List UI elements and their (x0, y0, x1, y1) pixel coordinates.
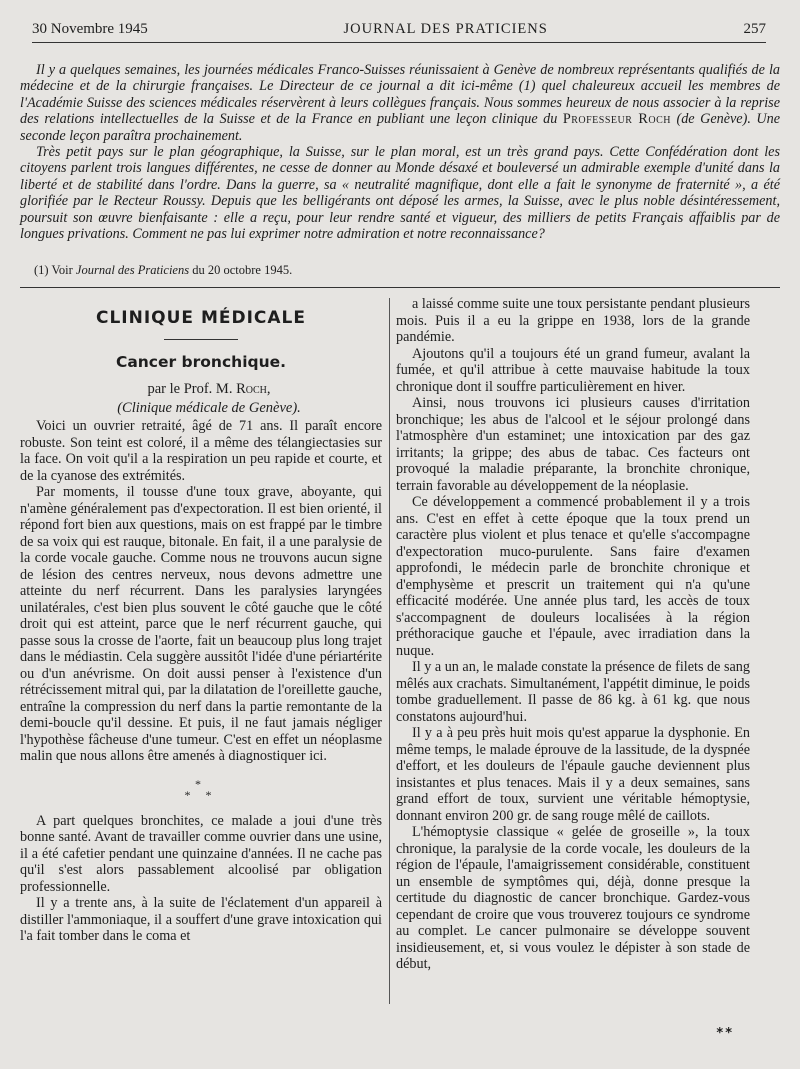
article-body-right (396, 296, 750, 973)
preface-text: (de Genève). Une seconde leçon paraîtra prochainement. (20, 111, 781, 144)
running-header (32, 16, 766, 43)
article-paragraph: Il y a un an, le malade constate la présence de filets de sang mêlés aux crachats. Simultanément, l'appétit diminue, le poids tombe graduellement. Il passe de 86 kg. à 61 kg. que nous constatons aujourd'hui. (396, 659, 751, 725)
section-heading: CLINIQUE MÉDICALE (95, 308, 307, 328)
article-paragraph: Ajoutons qu'il a toujours été un grand fumeur, avalant la fumée, et qu'il attribue à cette mauvaise habitude la toux chronique dont il souffre particulièrement en hiver. (396, 345, 750, 395)
asterism (20, 776, 382, 802)
footnote-journal: Journal des Praticiens (75, 263, 190, 277)
preface-paragraph (20, 62, 780, 144)
article-paragraph: A part quelques bronchites, ce malade a joui d'une très bonne santé. Avant de travailler comme ouvrier dans une usine, il a été cafetier pendant une quinzaine d'années. Il ne cache pas qu'il s'est alors passablement alcoolisé par obligation professionnelle. (20, 812, 382, 895)
article-title: Cancer bronchique. (115, 352, 287, 371)
heading-rule (164, 339, 238, 340)
byline-prefix: par le Prof. M. (147, 381, 233, 397)
byline (20, 380, 382, 399)
preface-text: Il y a quelques semaines, les journées médicales Franco-Suisses réunissaient à Genève de nombreux représentants qualifiés de la médecine et de la chirurgie françaises. Le Directeur de ce journal a dit ici-même (1) quel chaleureux accueil les membres de l'Académie Suisse des sciences médicales réservèrent à leurs collègues français. Nous sommes heureux de nous associer à la reprise des relations intellectuelles de la Suisse et de la France en publiant une leçon clinique du (20, 62, 780, 128)
footnote (34, 263, 292, 278)
left-column (20, 296, 382, 945)
article-paragraph: Par moments, il tousse d'une toux grave, aboyante, qui n'amène généralement pas d'expectoration. Il est bien orienté, il répond fort bien aux questions, mais on est frappé par le timbre de sa voix qui est rauque, bitonale. En fait, il a une paralysie de la corde vocale gauche. Comme nous ne trouvons aucun signe de lésion des centres nerveux, nous devons admettre une atteinte du nerf récurrent. Dans les paralysies laryngées unilatérales, c'est bien plus souvent le côté gauche que le côté droit qui est atteint, parce que le nerf récurrent gauche, qui passe sous la crosse de l'aorte, fait un beaucoup plus long trajet dans le médiastin. Cela suggère aussitôt l'idée d'une périartérite ou d'un anévrisme. On doit aussi penser à l'existence d'un rétrécissement mitral qui, par la dilatation de l'oreillette gauche, entraîne la compression du nerf dans la partie remontante de la demi-boucle qu'il dessine. Et puis, il ne faut jamais négliger l'hypothèse fâcheuse d'une tumeur. C'est en effet un néoplasme malin que nous allons être amenés à diagnostiquer ici. (20, 484, 382, 764)
byline-author: Roch, (236, 381, 271, 397)
article-paragraph: Il y a trente ans, à la suite de l'éclatement d'un appareil à distiller l'ammoniaque, il a souffert d'une grave intoxication qui l'a fait tomber dans le coma et (20, 895, 382, 944)
affiliation: (Clinique médicale de Genève). (117, 400, 301, 416)
article-paragraph: L'hémoptysie classique « gelée de groseille », la toux chronique, la paralysie de la corde vocale, les douleurs de la région de l'épaule, l'amaigrissement considérable, constituent un ensemble de symptômes qui, déjà, donne presque la certitude du diagnostic de cancer bronchique. Gardez-vous cependant de croire que vous trouverez toujours ce syndrome au complet. Le cancer pulmonaire se développe souvent insidieusement, et, si vous voulez le dépister à son stade de début, (396, 824, 750, 972)
asterism-bottom: * * (184, 787, 218, 802)
article-paragraph: Voici un ouvrier retraité, âgé de 71 ans. Il paraît encore robuste. Son teint est coloré, il a même des télangiectasies sur la face. On voit qu'il a la respiration un peu rapide et courte, et de la cyanose des extrémités. (20, 418, 382, 484)
page-number: 257 (743, 20, 766, 37)
column-divider (389, 298, 390, 1004)
journal-name: JOURNAL DES PRATICIENS (343, 20, 548, 37)
editorial-preface (20, 62, 780, 242)
asterism-top: * (195, 776, 207, 791)
right-column (396, 296, 750, 973)
article-body-left (20, 418, 382, 765)
professor-name: Professeur Roch (562, 111, 671, 128)
article-paragraph: Il y a à peu près huit mois qu'est apparue la dysphonie. En même temps, le malade éprouve de la lassitude, de la dyspnée d'effort, et les douleurs de l'épaule gauche deviennent plus insistantes et plus tenaces. Mais il y a deux semaines, sans grand effort de toux, survient une véritable hémoptysie, donnant environ 200 gr. de sang rouge mêlé de caillots. (396, 725, 750, 824)
issue-date: 30 Novembre 1945 (32, 20, 148, 37)
section-divider (20, 287, 780, 288)
signature-mark: ** (716, 1026, 734, 1041)
preface-paragraph: Très petit pays sur le plan géographique, la Suisse, sur le plan moral, est un très grand pays. Cette Confédération dont les citoyens parlent trois langues différentes, ne cesse de donner au Monde désaxé et bouleversé un admirable exemple d'unité dans la liberté et de stabilité dans l'ordre. Dans la guerre, sa « neutralité magnifique, dont elle a fait le synonyme de fraternité », a été glorifiée par le Recteur Roussy. Depuis que les belligérants ont déposé les armes, la Suisse, avec le plus noble désintéressement, poursuit son œuvre bienfaisante : elle a reçu, pour leur rendre santé et vigueur, des milliers de petits Français affaiblis par de longues privations. Comment ne pas lui exprimer notre admiration et notre reconnaissance? (20, 144, 780, 243)
article-paragraph: a laissé comme suite une toux persistante pendant plusieurs mois. Puis il a eu la grippe en 1938, lors de la grande pandémie. (396, 296, 750, 345)
article-paragraph: Ce développement a commencé probablement il y a trois ans. C'est en effet à cette époque que la toux prend un caractère plus violent et plus tenace et qu'elle s'accompagne d'expectoration muco-purulente. Sans faire d'examen approfondi, le médecin parle de bronchite chronique et d'emphysème et prescrit un traitement qui n'a qu'une efficacité modérée. Une année plus tard, les accès de toux s'accompagnent de douleurs localisées à la région préthoracique gauche et l'épaule, avec irradiation dans la nuque. (396, 494, 750, 659)
footnote-suffix: du 20 octobre 1945. (192, 263, 293, 277)
footnote-prefix: (1) Voir (34, 263, 73, 277)
article-body-left-continued (20, 813, 382, 945)
article-paragraph: Ainsi, nous trouvons ici plusieurs causes d'irritation bronchique; les abus de l'alcool et le séjour prolongé dans l'atmosphère d'un estaminet; une intoxication par des gaz irritants; la grippe; des abus de tabac. Ces facteurs ont provoqué la maladie préparante, la bronchite chronique, terrain favorable au développement de la néoplasie. (396, 395, 750, 494)
